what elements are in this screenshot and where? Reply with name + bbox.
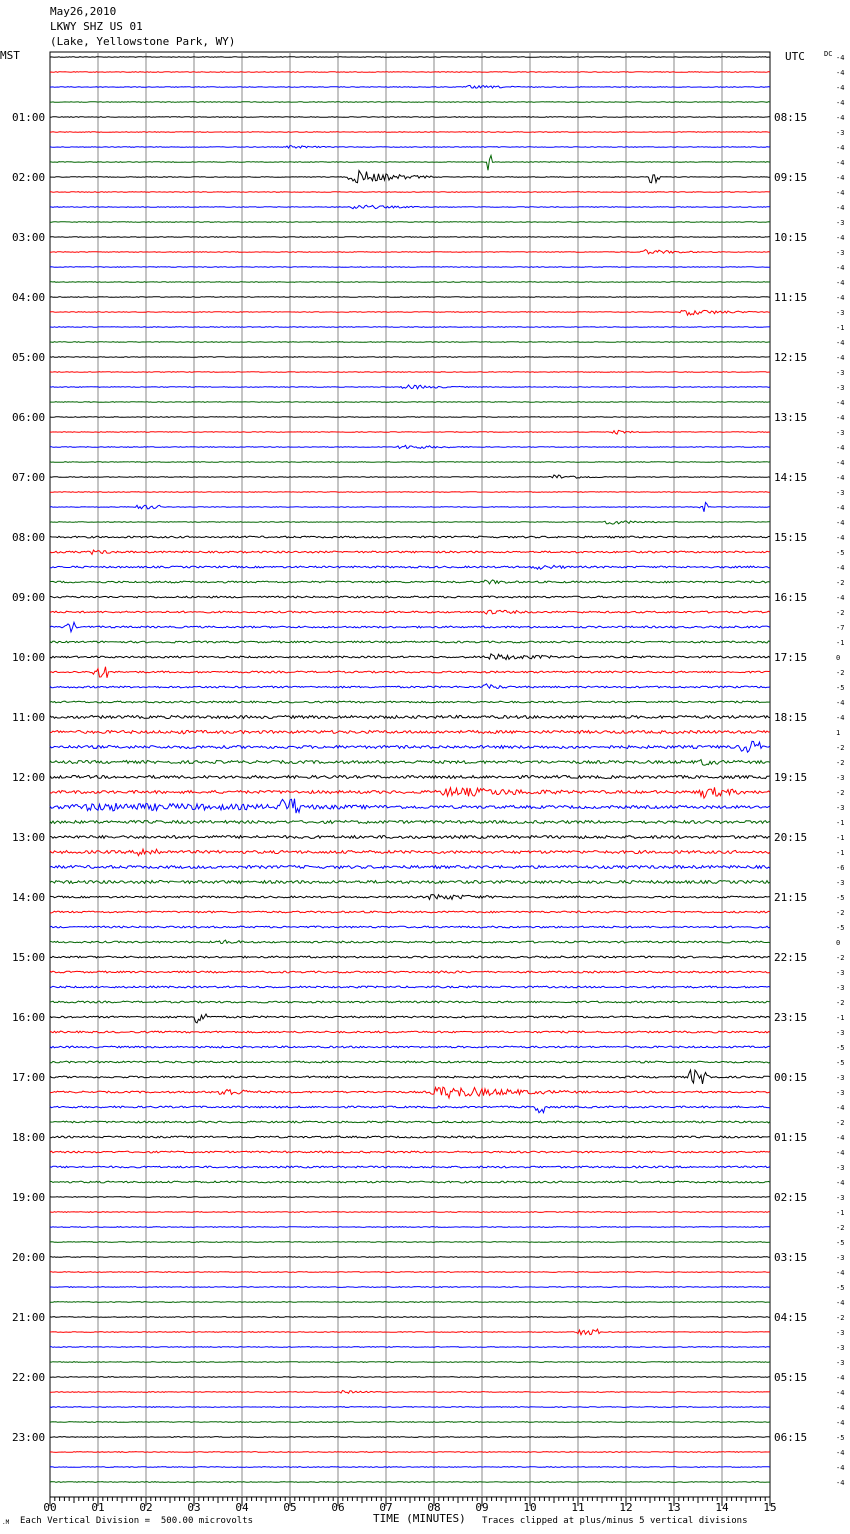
seismic-trace [50,171,770,183]
mst-hour-label: 15:00 [12,951,46,964]
seismic-trace [50,372,770,373]
seismic-trace [50,1242,770,1243]
dc-offset-label: -3 [836,1194,845,1202]
seismic-trace [50,250,770,254]
seismic-trace [50,1377,770,1378]
seismic-trace [50,475,770,478]
dc-offset-label: -2 [836,744,845,752]
dc-offset-label: -4 [836,144,845,152]
dc-offset-label: -4 [836,294,845,302]
seismic-trace [50,821,770,824]
seismic-trace [50,1329,770,1335]
seismic-trace [50,1391,770,1394]
utc-hour-label: 02:15 [774,1191,808,1204]
scale-note: Each Vertical Division = 500.00 microvolts [20,1516,253,1526]
seismic-trace [50,836,770,839]
dc-offset-label: -3 [836,249,845,257]
dc-offset-label: -3 [836,1089,845,1097]
dc-offset-label: -4 [836,99,845,107]
mst-hour-label: 16:00 [12,1011,46,1024]
utc-hour-label: 19:15 [774,771,808,784]
seismic-trace [50,1061,770,1063]
dc-offset-label: -4 [836,204,845,212]
seismic-trace [50,402,770,403]
dc-offset-label: -3 [836,1029,845,1037]
x-tick-label: 06 [331,1501,345,1514]
dc-offset-label: -4 [836,1134,845,1142]
dc-label: DC [824,50,833,58]
seismic-trace [50,57,770,58]
dc-offset-label: -4 [836,1149,845,1157]
seismic-trace [50,492,770,493]
date-label: May26,2010 [50,5,117,18]
clip-note: Traces clipped at plus/minus 5 vertical divisions [482,1516,748,1526]
dc-offset-label: -3 [836,1074,845,1082]
dc-offset-label: -2 [836,954,845,962]
seismic-trace [50,1227,770,1228]
mst-hour-label: 19:00 [12,1191,46,1204]
mst-hour-label: 08:00 [12,531,46,544]
mst-hour-label: 02:00 [12,171,46,184]
seismic-trace [50,760,770,766]
dc-offset-label: 0 [836,939,841,947]
dc-offset-label: -4 [836,414,845,422]
corner-mark: .M [2,1519,10,1526]
dc-offset-label: -4 [836,1104,845,1112]
seismic-trace [50,926,770,928]
dc-offset-label: -2 [836,1224,845,1232]
dc-offset-label: -3 [836,969,845,977]
seismic-trace [50,776,770,779]
seismic-trace [50,730,770,733]
utc-hour-label: 18:15 [774,711,808,724]
seismic-trace [50,1482,770,1483]
seismic-trace [50,1272,770,1273]
dc-offset-label: -5 [836,924,845,932]
dc-offset-label: -1 [836,1209,845,1217]
seismic-trace [50,881,770,884]
dc-offset-label: -2 [836,909,845,917]
seismic-trace [50,417,770,418]
seismic-trace [50,237,770,238]
mst-hour-label: 10:00 [12,651,46,664]
dc-offset-label: -3 [836,369,845,377]
seismic-trace [50,445,770,448]
seismic-trace [50,102,770,103]
dc-offset-label: -4 [836,1269,845,1277]
dc-offset-label: -4 [836,354,845,362]
mst-hour-label: 17:00 [12,1071,46,1084]
dc-offset-label: -2 [836,789,845,797]
seismic-trace [50,1257,770,1258]
dc-offset-label: -4 [836,594,845,602]
dc-offset-label: -2 [836,579,845,587]
seismic-trace [50,205,770,209]
seismic-trace [50,385,770,389]
seismic-trace [50,1014,770,1023]
dc-offset-label: -4 [836,714,845,722]
seismic-trace [50,327,770,328]
seismic-trace [50,192,770,193]
x-tick-label: 02 [139,1501,153,1514]
seismic-trace [50,565,770,569]
x-tick-label: 09 [475,1501,489,1514]
dc-offset-label: -2 [836,999,845,1007]
dc-offset-label: -1 [836,1014,845,1022]
dc-offset-label: -2 [836,669,845,677]
dc-offset-label: -6 [836,864,845,872]
seismic-trace [50,1302,770,1303]
dc-offset-label: -2 [836,759,845,767]
seismic-trace [50,596,770,598]
mst-hour-label: 18:00 [12,1131,46,1144]
dc-offset-label: -4 [836,339,845,347]
seismic-trace [50,72,770,73]
dc-offset-label: -4 [836,699,845,707]
dc-offset-label: -5 [836,684,845,692]
mst-hour-label: 03:00 [12,231,46,244]
seismic-trace [50,85,770,88]
utc-hour-label: 05:15 [774,1371,808,1384]
utc-hour-label: 22:15 [774,951,808,964]
dc-offset-label: -4 [836,534,845,542]
mst-hour-label: 23:00 [12,1431,46,1444]
dc-offset-label: -3 [836,774,845,782]
mst-hour-label: 04:00 [12,291,46,304]
dc-offset-label: -3 [836,1329,845,1337]
dc-offset-label: -5 [836,1059,845,1067]
seismic-trace [50,342,770,343]
utc-hour-label: 06:15 [774,1431,808,1444]
dc-offset-label: -4 [836,1464,845,1472]
utc-hour-label: 21:15 [774,891,808,904]
dc-offset-label: -3 [836,1254,845,1262]
seismic-trace [50,521,770,524]
x-tick-label: 12 [619,1501,633,1514]
seismic-trace [50,1287,770,1288]
mst-hour-label: 01:00 [12,111,46,124]
dc-offset-label: -4 [836,519,845,527]
dc-offset-label: -4 [836,564,845,572]
seismic-trace [50,1197,770,1198]
seismic-trace [50,1166,770,1168]
seismic-trace [50,641,770,643]
x-axis-title: TIME (MINUTES) [373,1512,466,1525]
mst-hour-label: 09:00 [12,591,46,604]
seismic-trace [50,1452,770,1453]
utc-hour-label: 13:15 [774,411,808,424]
seismic-trace [50,741,770,752]
dc-offset-label: -1 [836,834,845,842]
dc-offset-label: -4 [836,174,845,182]
x-tick-label: 00 [43,1501,57,1514]
seismic-trace [50,956,770,958]
dc-offset-label: -4 [836,1404,845,1412]
seismic-trace [50,1212,770,1213]
plot-frame [50,52,770,1497]
utc-hour-label: 10:15 [774,231,808,244]
seismic-trace [50,310,770,315]
seismic-trace [50,282,770,283]
utc-hour-label: 20:15 [774,831,808,844]
seismic-trace [50,940,770,943]
seismic-trace [50,716,770,719]
dc-offset-label: -5 [836,1434,845,1442]
mst-hour-label: 14:00 [12,891,46,904]
seismic-trace [50,1136,770,1138]
dc-offset-label: -4 [836,1299,845,1307]
dc-offset-label: -4 [836,1449,845,1457]
dc-offset-label: -3 [836,1164,845,1172]
seismic-trace [50,986,770,988]
seismic-trace [50,1151,770,1153]
seismic-trace [50,1422,770,1423]
utc-hour-label: 15:15 [774,531,808,544]
seismic-trace [50,1070,770,1084]
utc-hour-label: 17:15 [774,651,808,664]
dc-offset-label: -2 [836,1119,845,1127]
seismic-trace [50,911,770,913]
dc-offset-label: -4 [836,504,845,512]
dc-offset-label: -3 [836,384,845,392]
seismic-trace [50,297,770,298]
x-tick-label: 11 [571,1501,585,1514]
dc-offset-label: -4 [836,1374,845,1382]
seismic-trace [50,667,770,678]
dc-offset-label: -1 [836,819,845,827]
utc-hour-label: 08:15 [774,111,808,124]
seismic-trace [50,971,770,973]
dc-offset-label: -4 [836,264,845,272]
seismic-trace [50,1181,770,1183]
dc-offset-label: -2 [836,1314,845,1322]
dc-offset-label: -3 [836,489,845,497]
mst-hour-label: 13:00 [12,831,46,844]
seismic-trace [50,1001,770,1003]
x-tick-label: 03 [187,1501,201,1514]
seismic-trace [50,610,770,614]
seismic-trace [50,1087,770,1098]
seismic-trace [50,1121,770,1123]
dc-offset-label: -3 [836,309,845,317]
x-tick-label: 04 [235,1501,249,1514]
mst-hour-label: 06:00 [12,411,46,424]
seismic-trace [50,1407,770,1408]
x-tick-label: 01 [91,1501,105,1514]
dc-offset-label: -4 [836,1419,845,1427]
mst-hour-label: 05:00 [12,351,46,364]
seismic-trace [50,866,770,869]
dc-offset-label: -3 [836,219,845,227]
dc-offset-label: -5 [836,1044,845,1052]
utc-hour-label: 01:15 [774,1131,808,1144]
seismic-trace [50,799,770,813]
dc-offset-label: -4 [836,84,845,92]
dc-offset-label: -4 [836,1479,845,1487]
utc-hour-label: 03:15 [774,1251,808,1264]
seismic-trace [50,462,770,463]
seismic-trace [50,580,770,584]
mst-hour-label: 20:00 [12,1251,46,1264]
dc-offset-label: -4 [836,399,845,407]
x-tick-label: 15 [763,1501,777,1514]
seismic-trace [50,222,770,223]
seismic-trace [50,1106,770,1113]
seismic-trace [50,684,770,689]
dc-offset-label: -3 [836,1359,845,1367]
x-tick-label: 08 [427,1501,441,1514]
dc-offset-label: -4 [836,234,845,242]
dc-offset-label: 0 [836,654,841,662]
mst-hour-label: 07:00 [12,471,46,484]
utc-hour-label: 04:15 [774,1311,808,1324]
dc-offset-label: -4 [836,189,845,197]
utc-hour-label: 09:15 [774,171,808,184]
dc-offset-label: -4 [836,54,845,62]
utc-hour-label: 16:15 [774,591,808,604]
dc-offset-label: -3 [836,804,845,812]
dc-offset-label: -4 [836,444,845,452]
mst-axis-label: MST [0,49,20,62]
seismic-trace [50,132,770,133]
utc-hour-label: 23:15 [774,1011,808,1024]
seismic-trace [50,156,770,171]
seismic-trace [50,502,770,511]
utc-hour-label: 11:15 [774,291,808,304]
mst-hour-label: 22:00 [12,1371,46,1384]
location-label: (Lake, Yellowstone Park, WY) [50,35,236,48]
x-tick-label: 07 [379,1501,393,1514]
dc-offset-label: -7 [836,624,845,632]
seismic-trace [50,1031,770,1033]
seismic-trace [50,357,770,358]
dc-offset-label: -4 [836,279,845,287]
dc-offset-label: -4 [836,459,845,467]
utc-hour-label: 12:15 [774,351,808,364]
seismic-trace [50,701,770,703]
seismic-trace [50,536,770,538]
seismic-trace [50,430,770,434]
utc-hour-label: 14:15 [774,471,808,484]
seismic-trace [50,1362,770,1363]
dc-offset-label: -4 [836,159,845,167]
dc-offset-label: -2 [836,609,845,617]
dc-offset-label: -1 [836,639,845,647]
dc-offset-label: -5 [836,549,845,557]
dc-offset-label: -3 [836,1344,845,1352]
dc-offset-label: -4 [836,1179,845,1187]
seismic-trace [50,550,770,554]
seismic-trace [50,787,770,798]
dc-offset-label: -4 [836,114,845,122]
seismic-trace [50,267,770,268]
dc-offset-label: -4 [836,69,845,77]
dc-offset-label: -4 [836,1389,845,1397]
seismic-trace [50,622,770,632]
dc-offset-label: -3 [836,984,845,992]
dc-offset-label: -1 [836,324,845,332]
dc-offset-label: 1 [836,729,841,737]
dc-offset-label: -5 [836,1284,845,1292]
mst-hour-label: 11:00 [12,711,46,724]
seismic-trace [50,1437,770,1438]
seismic-trace [50,849,770,856]
dc-offset-label: -3 [836,429,845,437]
seismic-trace [50,1467,770,1468]
seismic-trace [50,146,770,149]
x-tick-label: 13 [667,1501,681,1514]
dc-offset-label: -5 [836,1239,845,1247]
seismic-trace [50,895,770,900]
dc-offset-label: -3 [836,879,845,887]
seismic-trace [50,1347,770,1348]
dc-offset-label: -4 [836,474,845,482]
x-tick-label: 10 [523,1501,537,1514]
x-tick-label: 05 [283,1501,297,1514]
seismic-trace [50,1317,770,1318]
dc-offset-label: -1 [836,849,845,857]
seismic-trace [50,654,770,660]
mst-hour-label: 21:00 [12,1311,46,1324]
dc-offset-label: -3 [836,129,845,137]
dc-offset-label: -5 [836,894,845,902]
utc-hour-label: 00:15 [774,1071,808,1084]
x-tick-label: 14 [715,1501,729,1514]
station-label: LKWY SHZ US 01 [50,20,143,33]
seismic-trace [50,1046,770,1048]
mst-hour-label: 12:00 [12,771,46,784]
utc-axis-label: UTC [785,50,805,63]
seismic-trace [50,117,770,118]
